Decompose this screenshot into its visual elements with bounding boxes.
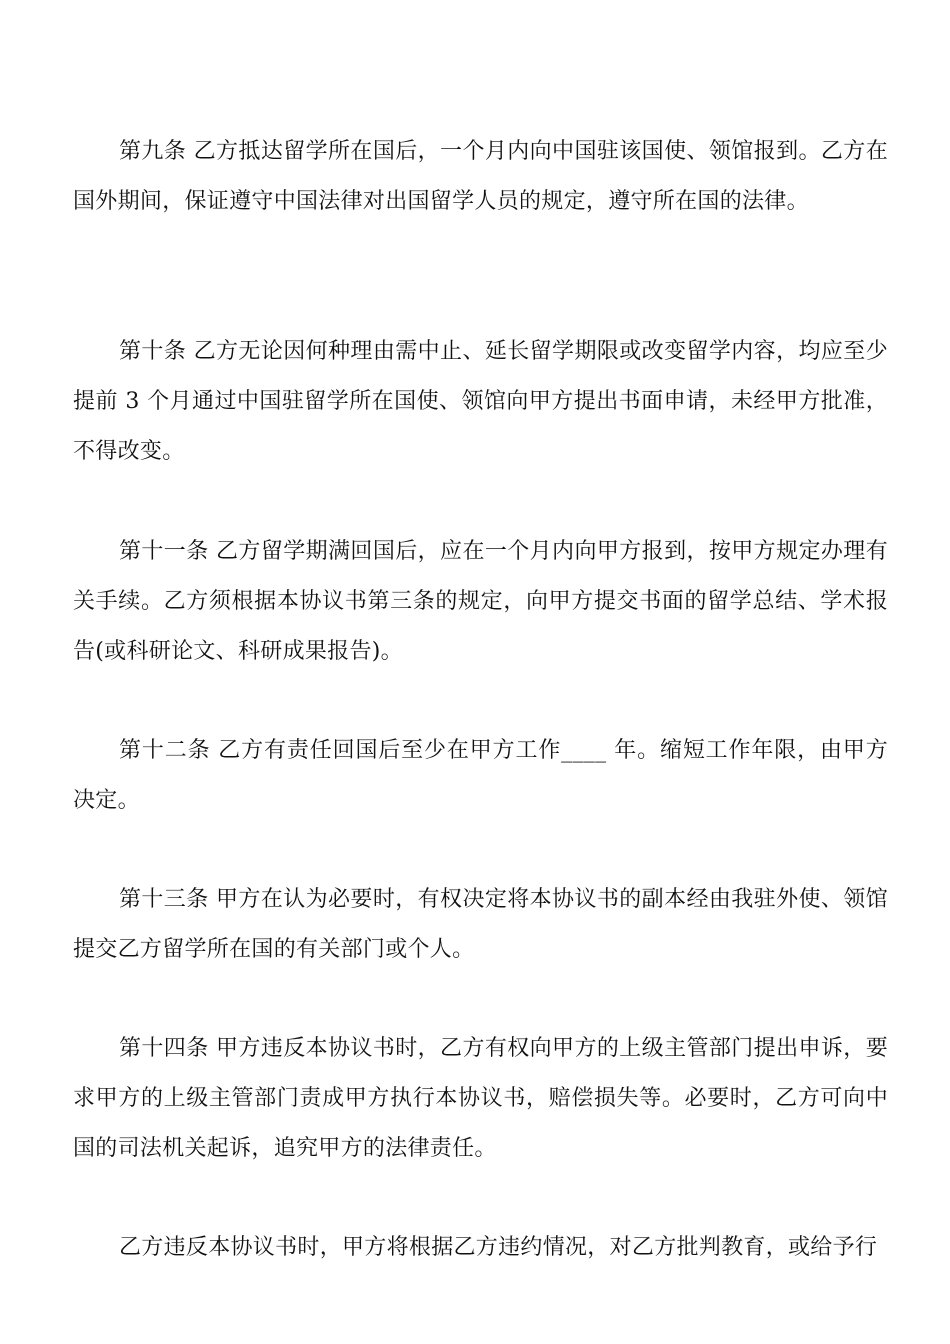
article-12-paragraph: 第十二条 乙方有责任回国后至少在甲方工作____ 年。缩短工作年限，由甲方决定。 (73, 738, 888, 813)
article-9-paragraph: 第九条 乙方抵达留学所在国后，一个月内向中国驻该国使、领馆报到。乙方在国外期间，保证遵守中国法律对出国留学人员的规定，遵守所在国的法律。 (73, 139, 888, 214)
article-14-continuation-paragraph: 乙方违反本协议书时，甲方将根据乙方违约情况，对乙方批判教育，或给予行 (119, 1235, 878, 1260)
article-13-paragraph: 第十三条 甲方在认为必要时，有权决定将本协议书的副本经由我驻外使、领馆提交乙方留学所在国的有关部门或个人。 (73, 887, 888, 962)
article-11-paragraph: 第十一条 乙方留学期满回国后，应在一个月内向甲方报到，按甲方规定办理有关手续。乙方须根据本协议书第三条的规定，向甲方提交书面的留学总结、学术报告(或科研论文、科研成果报告)。 (73, 539, 888, 664)
article-14-paragraph: 第十四条 甲方违反本协议书时，乙方有权向甲方的上级主管部门提出申诉，要求甲方的上级主管部门责成甲方执行本协议书，赔偿损失等。必要时，乙方可向中国的司法机关起诉，追究甲方的法律责任。 (73, 1036, 888, 1161)
article-10-paragraph: 第十条 乙方无论因何种理由需中止、延长留学期限或改变留学内容，均应至少提前 3 个月通过中国驻留学所在国使、领馆向甲方提出书面申请，未经甲方批准，不得改变。 (73, 339, 888, 464)
